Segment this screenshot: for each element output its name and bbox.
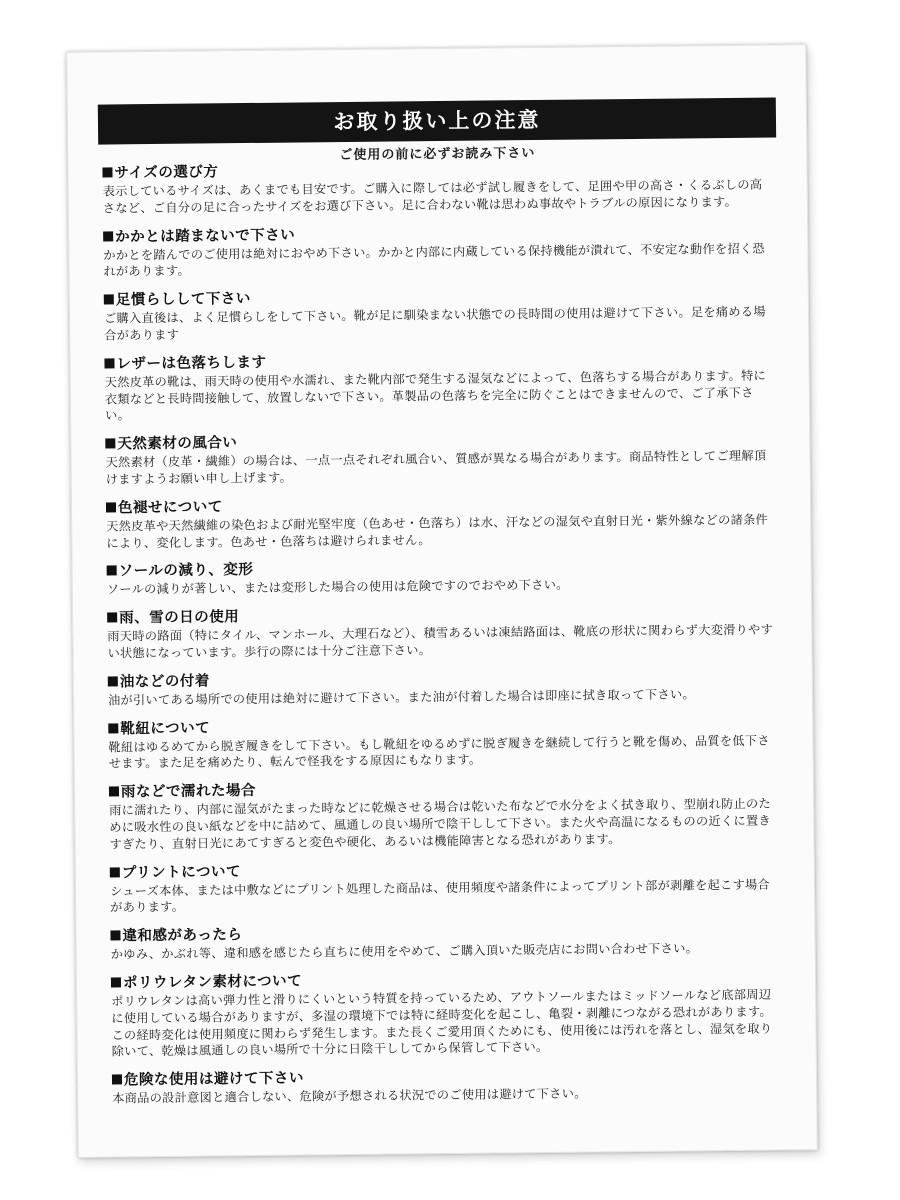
section-heading: レザーは色落ちします xyxy=(104,348,776,374)
section-heading: 危険な使用は避けて下さい xyxy=(112,1065,784,1091)
section-wet xyxy=(109,777,782,853)
section-body: 靴紐はゆるめてから脱ぎ履きをして下さい。もし靴紐をゆるめずに脱ぎ履きを継続して行うと靴を傷め、品質を低下させます。また足を痛めたり、転んで怪我をする原因にもなります。 xyxy=(108,733,770,771)
caution-sections xyxy=(102,157,784,1118)
section-body: ご購入直後は、よく足慣らしをして下さい。靴が足に馴染まない状態での長時間の使用は避けて下さい。足を痛める場合があります xyxy=(103,304,766,343)
section-dangerous-use xyxy=(112,1065,784,1108)
section-body: かゆみ、かぶれ等、違和感を感じたら直ちに使用をやめて、ご購入頂いた販売店にお問い合わせ下さい。 xyxy=(110,941,699,962)
page-title: お取り扱い上の注意 xyxy=(98,97,776,144)
section-discomfort xyxy=(110,921,782,964)
section-heel xyxy=(103,221,776,281)
section-body: 表示しているサイズは、あくまでも目安です。ご購入に際しては必ず試し履きをして、足囲や甲の高さ・くるぶしの高さなど、ご自分の足に合ったサイズをお選び下さい。足に合わない靴は思わぬ事故やトラブルの原因になります。 xyxy=(102,177,763,216)
section-laces xyxy=(108,713,781,773)
section-body: 天然素材（皮革・繊維）の場合は、一点一点それぞれ風合い、質感が異なる場合があります。商品特性としてご理解頂けますようお願い申し上げます。 xyxy=(105,448,767,487)
section-body: 雨天時の路面（特にタイル、マンホール、大理石など）、積雪あるいは凍結路面は、靴底の形状に関わらず大変滑りやすい状態になっています。歩行の際には十分ご注意下さい。 xyxy=(107,622,774,661)
section-heading: 足慣らしして下さい xyxy=(104,285,776,311)
section-body: 油が引いてある場所での使用は絶対に避けて下さい。また油が付着した場合は即座に拭き取って下さい。 xyxy=(107,687,695,708)
section-heading: 違和感があったら xyxy=(110,921,782,947)
section-rain-snow xyxy=(107,603,780,663)
section-body: ソールの減りが著しい、または変形した場合の使用は危険ですのでおやめ下さい。 xyxy=(106,578,569,597)
section-size xyxy=(102,157,775,217)
section-leather-color xyxy=(104,348,777,424)
section-heading: 雨、雪の日の使用 xyxy=(107,603,779,629)
section-heading: 色褪せについて xyxy=(106,492,778,518)
section-body: 天然皮革の靴は、雨天時の使用や水濡れ、また靴内部で発生する湿気などによって、色落ちする場合があります。特に衣類などと長時間接触して、放置しないで下さい。革製品の色落ちを完全に防ぐことはできませんので、ご了承下さい。 xyxy=(104,368,767,423)
section-heading: 雨などで濡れた場合 xyxy=(109,777,781,803)
section-heading: 天然素材の風合い xyxy=(105,429,777,455)
section-body: 本商品の設計意図と適合しない、危険が予想される状況でのご使用は避けて下さい。 xyxy=(112,1086,587,1106)
section-fading xyxy=(106,492,779,552)
page-subtitle: ご使用の前に必ずお読み下さい xyxy=(339,145,536,164)
section-heading: 靴紐について xyxy=(108,713,780,739)
section-natural-material xyxy=(105,429,778,489)
section-heading: 油などの付着 xyxy=(108,666,780,692)
section-body: かかとを踏んでのご使用は絶対におやめ下さい。かかと内部に内蔵している保持機能が潰れて、不安定な動作を招く恐れがあります。 xyxy=(103,241,765,279)
section-body: 天然皮革や天然繊維の染色および耐光堅牢度（色あせ・色落ち）は水、汗などの湿気や直射日光・紫外線などの諸条件により、変化します。色あせ・色落ちは避けられません。 xyxy=(106,512,769,551)
section-heading: ポリウレタン素材について xyxy=(111,967,783,993)
section-print xyxy=(110,857,783,917)
section-body: ポリウレタンは高い弾力性と滑りにくいという特質を持っているため、アウトソールまたはミッドソールなど底部周辺に使用している場合がありますが、多湿の環境下では特に経時変化を起こし、亀裂・剥離につながる恐れがあります。この経時変化は使用頻度に関わらず発生します。また長くご愛用頂くためにも、使用後には汚れを落とし、湿気を取り除いて、乾燥は風通しの良い場所で十分に日陰干ししてから保管して下さい。 xyxy=(111,987,773,1059)
section-sole-wear xyxy=(107,556,779,599)
section-body: 雨に濡れたり、内部に湿気がたまった時などに乾燥させる場合は乾いた布などで水分をよく拭き取り、型崩れ防止のために吸水性の良い紙などを中に詰めて、風通しの良い場所で陰干しして下さい。また火や高温になるものの近くに置きすぎたり、直射日光にあてすぎると変色や硬化、あるいは機能障害となる恐れがあります。 xyxy=(109,796,772,852)
section-oil xyxy=(108,666,780,709)
section-heading: プリントについて xyxy=(110,857,782,883)
section-body: シューズ本体、または中敷などにプリント処理した商品は、使用頻度や諸条件によってプリント部が剥離を起こす場合があります。 xyxy=(109,877,771,915)
section-heading: サイズの選び方 xyxy=(102,157,774,183)
section-break-in xyxy=(104,285,777,345)
caution-card xyxy=(66,44,818,1158)
section-heading: ソールの減り、変形 xyxy=(107,556,779,582)
section-heading: かかとは踏まないで下さい xyxy=(103,221,775,247)
section-polyurethane xyxy=(111,967,784,1060)
